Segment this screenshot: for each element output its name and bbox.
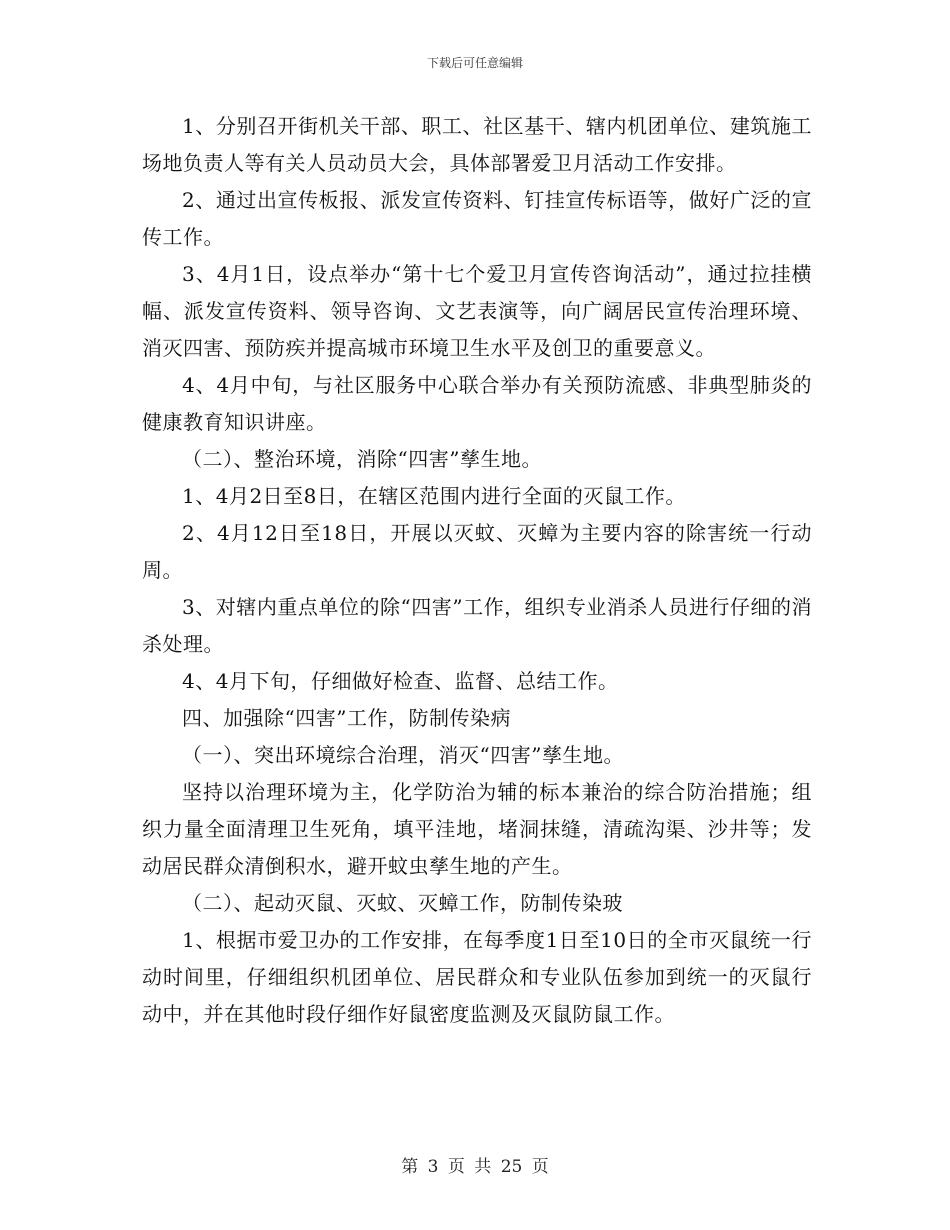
- page-header-note: 下载后可任意编辑: [426, 56, 523, 70]
- paragraph: 坚持以治理环境为主，化学防治为辅的标本兼治的综合防治措施；组织力量全面清理卫生死角，填平洼地，堵洞抹缝，清疏沟渠、沙井等；发动居民群众清倒积水，避开蚊虫孳生地的产生。: [142, 780, 812, 878]
- document-body: [142, 108, 812, 1033]
- paragraph: 4、4月下旬，仔细做好检查、监督、总结工作。: [182, 669, 619, 693]
- section-heading: （一）、突出环境综合治理，消灭“四害”孳生地。: [182, 743, 624, 767]
- paragraph: 1、根据市爱卫办的工作安排，在每季度1日至10日的全市灭鼠统一行动时间里，仔细组织机团单位、居民群众和专业队伍参加到统一的灭鼠行动中，并在其他时段仔细作好鼠密度监测及灭鼠防鼠工作。: [142, 928, 812, 1026]
- paragraph: 4、4月中旬，与社区服务中心联合举办有关预防流感、非典型肺炎的健康教育知识讲座。: [142, 373, 812, 434]
- section-heading: （二）、起动灭鼠、灭蚊、灭蟑工作，防制传染玻: [182, 891, 623, 915]
- section-heading: （二）、整治环境，消除“四害”孳生地。: [182, 447, 542, 471]
- paragraph: 3、对辖内重点单位的除“四害”工作，组织专业消杀人员进行仔细的消杀处理。: [142, 595, 812, 656]
- paragraph: 1、分别召开街机关干部、职工、社区基干、辖内机团单位、建筑施工场地负责人等有关人员动员大会，具体部署爱卫月活动工作安排。: [142, 114, 812, 175]
- page-number: 第 3 页 共 25 页: [401, 1157, 549, 1177]
- section-heading: 四、加强除“四害”工作，防制传染病: [182, 706, 511, 730]
- paragraph: 3、4月1日，设点举办“第十七个爱卫月宣传咨询活动”，通过拉挂横幅、派发宣传资料、领导咨询、文艺表演等，向广阔居民宣传治理环境、消灭四害、预防疾并提高城市环境卫生水平及创卫的重要意义。: [142, 262, 812, 360]
- paragraph: 2、通过出宣传板报、派发宣传资料、钉挂宣传标语等，做好广泛的宣传工作。: [142, 188, 812, 249]
- paragraph: 1、4月2日至8日，在辖区范围内进行全面的灭鼠工作。: [182, 484, 686, 508]
- paragraph: 2、4月12日至18日，开展以灭蚊、灭蟑为主要内容的除害统一行动周。: [142, 521, 812, 582]
